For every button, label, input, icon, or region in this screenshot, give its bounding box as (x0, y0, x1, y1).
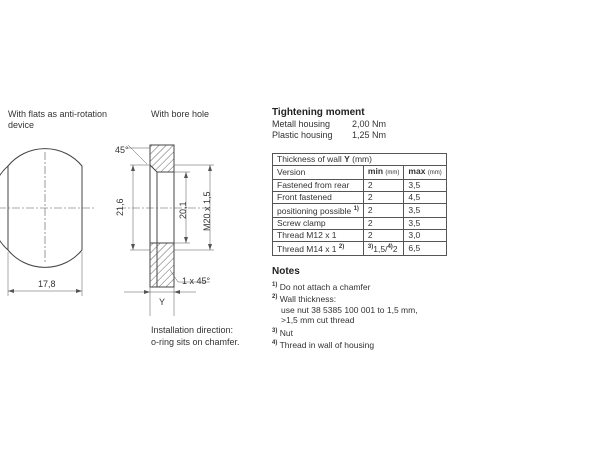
version-cell: Thread M14 x 1 $^{2)}$ (273, 241, 364, 255)
table-row (273, 217, 447, 229)
min-cell: 2 (363, 192, 404, 204)
max-cell: 6,5 (404, 241, 446, 255)
tightening-value-1: 1,25 Nm (352, 130, 387, 140)
min-cell: 2 (363, 229, 404, 241)
max-cell: 4,5 (404, 192, 446, 204)
wall-var-label: Y (159, 297, 166, 307)
table-title-row (273, 154, 447, 166)
table-title-cell: Thickness of wall Y (mm) (273, 154, 447, 166)
notes-section (272, 266, 418, 350)
angle-label: 45° (115, 145, 129, 155)
left-view-caption-2: device (8, 120, 35, 130)
tightening-value-0: 2,00 Nm (352, 119, 387, 129)
left-view-caption-1: With flats as anti-rotation (8, 109, 108, 119)
col-version-header: Version (273, 166, 364, 180)
note-item: $^{1)}$ Do not attach a chamfer (272, 281, 371, 292)
width-dim-label: 17,8 (38, 279, 56, 289)
table-row (273, 229, 447, 241)
col-max-header: max (mm) (404, 166, 446, 180)
min-cell: 2 (363, 204, 404, 218)
note-item: $^{2)}$ Wall thickness: (272, 294, 337, 305)
min-cell: 2 (363, 217, 404, 229)
section-view-caption: With bore hole (151, 109, 210, 119)
min-cell: 2 (363, 180, 404, 192)
col-min-header: min (mm) (363, 166, 404, 180)
chamfer-label: 1 x 45° (182, 276, 211, 286)
inner-dim-label: 20,1 (178, 201, 188, 219)
tightening-label-0: Metall housing (272, 119, 331, 129)
thread-dim-label: M20 x 1,5 (202, 191, 212, 231)
version-cell: positioning possible $^{1)}$ (273, 204, 364, 218)
tightening-label-1: Plastic housing (272, 130, 333, 140)
max-cell: 3,5 (404, 204, 446, 218)
note-item: use nut 38 5385 100 001 to 1,5 mm, (281, 304, 418, 315)
note-item: $^{4)}$ Thread in wall of housing (272, 339, 375, 350)
table-row (273, 192, 447, 204)
version-cell: Thread M12 x 1 (273, 229, 364, 241)
outer-dim-label: 21,6 (115, 198, 125, 216)
wall-thickness-table (272, 153, 447, 256)
version-cell: Screw clamp (273, 217, 364, 229)
max-cell: 3,5 (404, 217, 446, 229)
min-cell: $^{3)}$1,5/$^{4)}$2 (363, 241, 404, 255)
max-cell: 3,0 (404, 229, 446, 241)
note-item: $^{3)}$ Nut (272, 327, 293, 338)
install-line-1: Installation direction: (151, 325, 234, 335)
max-cell: 3,5 (404, 180, 446, 192)
table-row (273, 180, 447, 192)
tightening-title: Tightening moment (272, 107, 365, 118)
wall-section-upper (150, 145, 174, 172)
table-header-row (273, 166, 447, 180)
wall-section-lower (150, 243, 174, 287)
install-line-2: o-ring sits on chamfer. (151, 337, 240, 347)
note-item: >1,5 mm cut thread (281, 315, 355, 326)
table-row (273, 241, 447, 255)
table-row (273, 204, 447, 218)
notes-title: Notes (272, 266, 300, 277)
version-cell: Front fastened (273, 192, 364, 204)
version-cell: Fastened from rear (273, 180, 364, 192)
